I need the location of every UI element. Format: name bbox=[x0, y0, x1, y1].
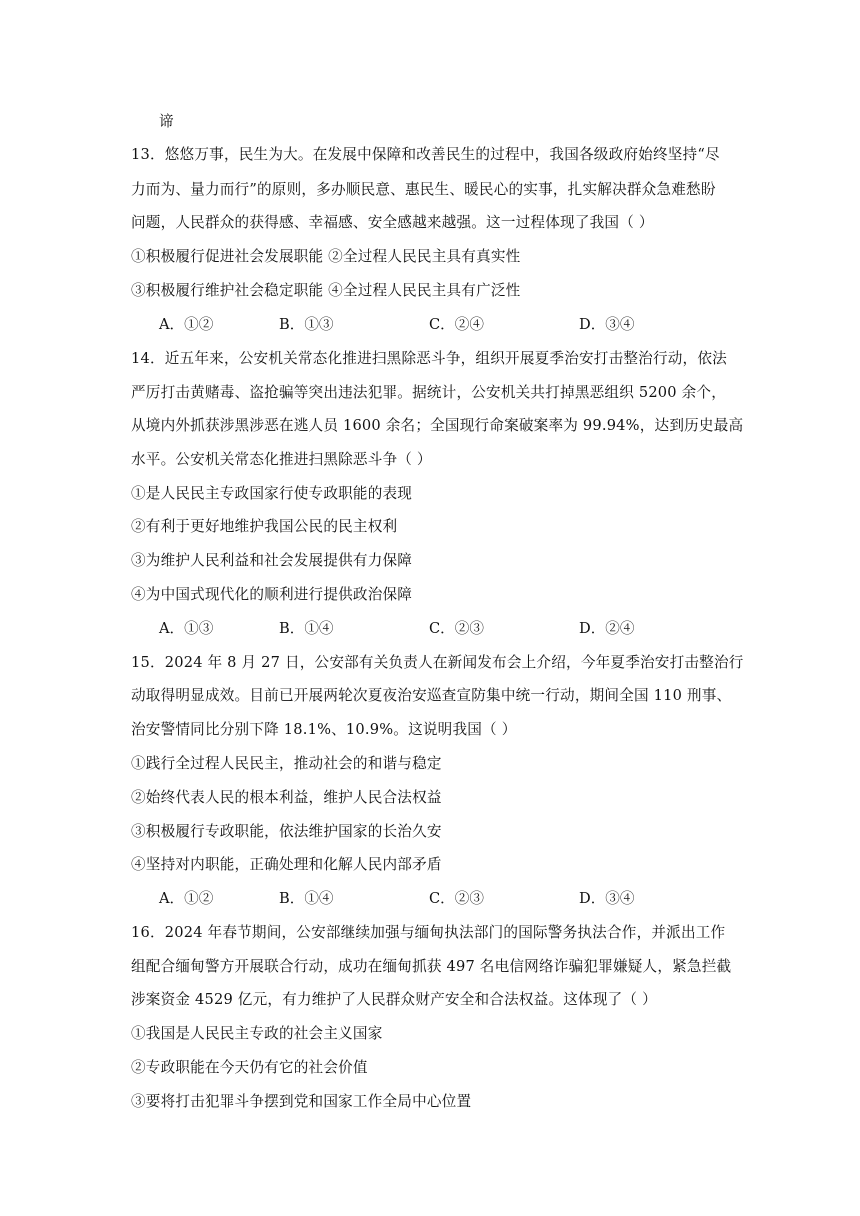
option-b: B．①④ bbox=[279, 620, 334, 637]
question-16-statement: ①我国是人民民主专政的社会主义国家 bbox=[131, 1025, 383, 1042]
question-15-stem: 动取得明显成效。目前已开展两轮次夏夜治安巡查宣防集中统一行动，期间全国 110 刑事、 bbox=[131, 687, 732, 704]
question-14-statement: ①是人民民主专政国家行使专政职能的表现 bbox=[131, 485, 413, 502]
option-b: B．①③ bbox=[279, 316, 334, 333]
question-16-statement: ③要将打击犯罪斗争摆到党和国家工作全局中心位置 bbox=[131, 1093, 472, 1110]
question-14-options bbox=[159, 619, 719, 639]
option-a: A．①③ bbox=[159, 620, 214, 637]
option-d: D．②④ bbox=[579, 620, 635, 637]
question-15-stem: 15．2024 年 8 月 27 日，公安部有关负责人在新闻发布会上介绍，今年夏季治安打击整治行 bbox=[131, 654, 744, 671]
question-14-stem: 14．近五年来，公安机关常态化推进扫黑除恶斗争，组织开展夏季治安打击整治行动，依法 bbox=[131, 350, 727, 367]
question-14-statement: ③为维护人民利益和社会发展提供有力保障 bbox=[131, 552, 413, 569]
option-b: B．①④ bbox=[279, 890, 334, 907]
option-c: C．②③ bbox=[429, 620, 484, 637]
question-15-stem: 治安警情同比分别下降 18.1%、10.9%。这说明我国（ ） bbox=[131, 721, 517, 738]
question-14-stem: 严厉打击黄赌毒、盗抢骗等突出违法犯罪。据统计，公安机关共打掉黑恶组织 5200 余个， bbox=[131, 384, 726, 401]
option-d: D．③④ bbox=[579, 316, 635, 333]
question-13-statement: ①积极履行促进社会发展职能 ②全过程人民民主具有真实性 bbox=[131, 248, 521, 265]
question-13-options bbox=[159, 315, 719, 335]
question-14-statement: ②有利于更好地维护我国公民的民主权利 bbox=[131, 518, 398, 535]
question-15-statement: ②始终代表人民的根本利益，维护人民合法权益 bbox=[131, 789, 442, 806]
question-16-stem: 涉案资金 4529 亿元，有力维护了人民群众财产安全和合法权益。这体现了（ ） bbox=[131, 991, 657, 1008]
question-15-options bbox=[159, 889, 719, 909]
option-c: C．②④ bbox=[429, 316, 484, 333]
question-14-stem: 从境内外抓获涉黑涉恶在逃人员 1600 余名；全国现行命案破案率为 99.94%，达到历史最高 bbox=[131, 417, 744, 434]
question-16-stem: 组配合缅甸警方开展联合行动，成功在缅甸抓获 497 名电信网络诈骗犯罪嫌疑人，紧急拦截 bbox=[131, 958, 732, 975]
option-a: A．①② bbox=[159, 890, 214, 907]
question-13-stem: 问题，人民群众的获得感、幸福感、安全感越来越强。这一过程体现了我国（ ） bbox=[131, 214, 654, 231]
question-15-statement: ④坚持对内职能，正确处理和化解人民内部矛盾 bbox=[131, 856, 442, 873]
question-16-statement: ②专政职能在今天仍有它的社会价值 bbox=[131, 1059, 368, 1076]
option-a: A．①② bbox=[159, 316, 214, 333]
question-14-statement: ④为中国式现代化的顺利进行提供政治保障 bbox=[131, 586, 413, 603]
question-15-statement: ③积极履行专政职能，依法维护国家的长治久安 bbox=[131, 823, 442, 840]
question-13-stem: 13．悠悠万事，民生为大。在发展中保障和改善民生的过程中，我国各级政府始终坚持“尽 bbox=[131, 146, 720, 163]
question-16-stem: 16．2024 年春节期间，公安部继续加强与缅甸执法部门的国际警务执法合作，并派出工作 bbox=[131, 924, 726, 941]
question-15-statement: ①践行全过程人民民主，推动社会的和谐与稳定 bbox=[131, 755, 442, 772]
question-13-stem: 力而为、量力而行”的原则，多办顺民意、惠民生、暖民心的实事，扎实解决群众急难愁盼 bbox=[131, 181, 716, 198]
option-c: C．②③ bbox=[429, 890, 484, 907]
question-14-stem: 水平。公安机关常态化推进扫黑除恶斗争（ ） bbox=[131, 451, 432, 468]
option-d: D．③④ bbox=[579, 890, 635, 907]
question-13-statement: ③积极履行维护社会稳定职能 ④全过程人民民主具有广泛性 bbox=[131, 282, 521, 299]
text-line: 谛 bbox=[159, 113, 174, 130]
